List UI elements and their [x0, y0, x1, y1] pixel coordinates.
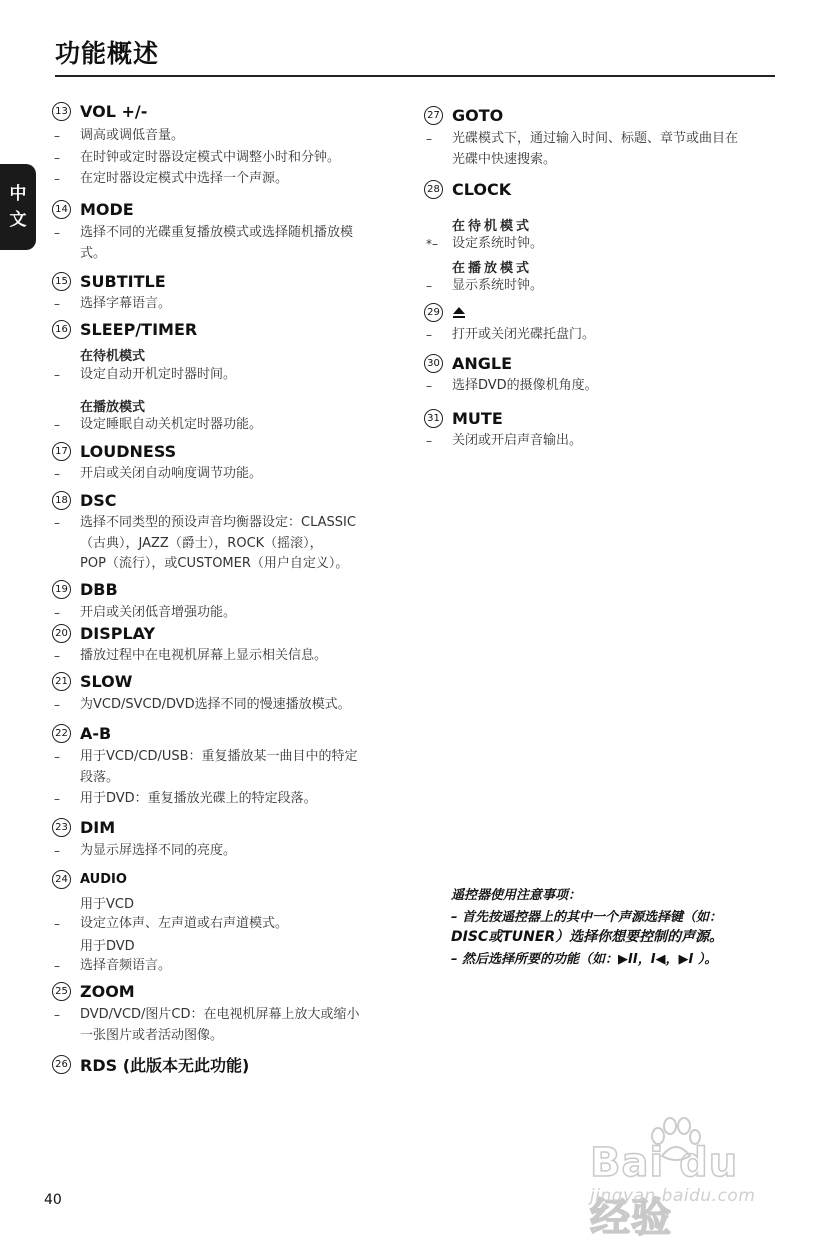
- bullet-text: 开启或关闭低音增强功能。: [80, 605, 237, 620]
- list-item: [424, 276, 772, 297]
- dash-icon: –: [54, 297, 60, 311]
- dash-icon: –: [54, 516, 60, 530]
- bullet-text: DVD/VCD/图片CD：在电视机屏幕上放大或缩小: [80, 1007, 360, 1022]
- section-heading-mode: [52, 200, 134, 219]
- dash-icon: –: [426, 328, 432, 342]
- item-number: 24: [52, 870, 71, 889]
- item-number: 15: [52, 272, 71, 291]
- bullet-text: 选择DVD的摄像机角度。: [452, 378, 598, 393]
- bullet-text: 选择不同的光碟重复播放模式或选择随机播放模: [80, 225, 354, 240]
- section-title: MUTE: [452, 409, 503, 428]
- bullet-text: 开启或关闭自动响度调节功能。: [80, 466, 263, 481]
- list-item: [424, 129, 776, 170]
- bullet-text-cont: 段落。: [80, 769, 120, 785]
- bullet-text: 调高或调低音量。: [80, 128, 185, 143]
- dash-icon: –: [54, 698, 60, 712]
- section-title: MODE: [80, 200, 134, 219]
- section-heading-loudness: [52, 442, 176, 461]
- list-item: [52, 695, 400, 716]
- bullet-text: 设定系统时钟。: [452, 236, 544, 251]
- section-heading-zoom: [52, 982, 135, 1001]
- item-number: 20: [52, 624, 71, 643]
- section-heading-slow: [52, 672, 132, 691]
- eject-icon: [452, 307, 466, 319]
- section-heading-goto: [424, 106, 503, 125]
- mode-label: 在播放模式: [452, 261, 533, 276]
- section-heading-vol: [52, 102, 147, 121]
- item-number: 16: [52, 320, 71, 339]
- list-item: [52, 956, 400, 977]
- list-item: [52, 126, 400, 147]
- item-number: 26: [52, 1055, 71, 1074]
- bullet-text: 光碟模式下，通过输入时间、标题、章节或曲目在: [452, 131, 739, 146]
- bullet-text: 设定自动开机定时器时间。: [80, 367, 237, 382]
- item-number: 21: [52, 672, 71, 691]
- bullet-text-cont: 式。: [80, 245, 107, 261]
- item-number: 29: [424, 303, 443, 322]
- page-title: 功能概述: [55, 39, 160, 68]
- dash-icon: –: [54, 129, 60, 143]
- item-number: 27: [424, 106, 443, 125]
- language-tab-char-2: 文: [9, 210, 27, 230]
- section-heading-eject: [424, 303, 466, 322]
- dash-icon: –: [54, 917, 60, 931]
- section-heading-subtitle: [52, 272, 166, 291]
- dash-icon: –: [54, 606, 60, 620]
- bullet-text: 显示系统时钟。: [452, 278, 544, 293]
- section-title: A-B: [80, 724, 112, 743]
- list-item: [52, 513, 404, 575]
- mode-label: 用于DVD: [80, 939, 135, 954]
- section-title: SLEEP/TIMER: [80, 320, 198, 339]
- mode-label: 在播放模式: [80, 400, 146, 415]
- section-title: DBB: [80, 580, 118, 599]
- dash-icon: –: [54, 792, 60, 806]
- list-item: [52, 914, 400, 935]
- section-heading-rds: [52, 1053, 249, 1076]
- list-item: [52, 223, 400, 264]
- remote-note-2: – 然后选择所要的功能（如：▶II，I◀，▶I ）。: [451, 952, 718, 967]
- item-number: 25: [52, 982, 71, 1001]
- section-heading-display: [52, 624, 155, 643]
- item-number: 31: [424, 409, 443, 428]
- list-item: [52, 148, 400, 169]
- item-number: 30: [424, 354, 443, 373]
- list-item: [424, 234, 772, 255]
- list-item: [52, 415, 400, 436]
- item-number: 17: [52, 442, 71, 461]
- section-title: GOTO: [452, 106, 504, 125]
- item-number: 28: [424, 180, 443, 199]
- dash-icon: –: [54, 467, 60, 481]
- bullet-text: 设定睡眠自动关机定时器功能。: [80, 417, 263, 432]
- list-item: [424, 325, 772, 346]
- section-heading-dbb: [52, 580, 118, 599]
- remote-note-1: – 首先按遥控器上的其中一个声源选择键（如：: [451, 910, 723, 925]
- list-item: [52, 841, 400, 862]
- watermark-url: jingyan.baidu.com: [590, 1186, 756, 1206]
- bullet-text-cont: （古典），JAZZ（爵士），ROCK（摇滚），: [80, 535, 323, 551]
- bullet-text: 为VCD/SVCD/DVD选择不同的慢速播放模式。: [80, 697, 351, 712]
- bullet-text: 用于VCD/CD/USB：重复播放某一曲目中的特定: [80, 749, 358, 764]
- bullet-text-cont: 一张图片或者活动图像。: [80, 1027, 224, 1043]
- item-number: 13: [52, 102, 71, 121]
- baidu-jingyan-watermark: [590, 1110, 790, 1241]
- list-item: [424, 376, 772, 397]
- language-tab-char-1: 中: [9, 184, 27, 204]
- section-title: ANGLE: [452, 354, 513, 373]
- section-title: DISPLAY: [80, 624, 156, 643]
- dash-icon: –: [54, 750, 60, 764]
- page-number: 40: [44, 1192, 62, 1208]
- bullet-text: 用于DVD：重复播放光碟上的特定段落。: [80, 791, 317, 806]
- list-item: [52, 603, 400, 624]
- section-heading-mute: [424, 409, 503, 428]
- bullet-text: 打开或关闭光碟托盘门。: [452, 327, 596, 342]
- list-item: [52, 646, 400, 667]
- bullet-text: 选择音频语言。: [80, 958, 172, 973]
- dash-icon: –: [54, 649, 60, 663]
- section-heading-dsc: [52, 491, 117, 510]
- section-title: CLOCK: [452, 180, 512, 199]
- list-item: [52, 1005, 404, 1046]
- section-heading-angle: [424, 354, 512, 373]
- section-heading-dim: [52, 818, 115, 837]
- dash-icon: –: [54, 151, 60, 165]
- section-title: SLOW: [80, 672, 133, 691]
- bullet-text: 选择字幕语言。: [80, 296, 172, 311]
- section-heading-ab: [52, 724, 111, 743]
- dash-icon: –: [426, 279, 432, 293]
- list-item: [52, 747, 400, 788]
- list-item: [52, 294, 400, 315]
- bullet-text: 在时钟或定时器设定模式中调整小时和分钟。: [80, 150, 341, 165]
- star-dash-icon: *–: [426, 237, 438, 251]
- section-title: DIM: [80, 818, 116, 837]
- title-rule: [55, 75, 775, 77]
- list-item: [52, 789, 400, 810]
- bullet-text-cont: 光碟中快速搜索。: [452, 151, 557, 167]
- remote-note-1-cont: DISC或TUNER）选择你想要控制的声源。: [451, 929, 724, 945]
- item-number: 14: [52, 200, 71, 219]
- bullet-text: 在定时器设定模式中选择一个声源。: [80, 171, 289, 186]
- list-item: [52, 169, 400, 190]
- list-item: [52, 464, 400, 485]
- mode-label: 在待机模式: [80, 349, 146, 364]
- dash-icon: –: [54, 226, 60, 240]
- list-item: [424, 431, 772, 452]
- section-title: SUBTITLE: [80, 272, 166, 291]
- item-number: 23: [52, 818, 71, 837]
- list-item: [52, 365, 400, 386]
- dash-icon: –: [426, 132, 432, 146]
- section-title: LOUDNESS: [80, 442, 177, 461]
- bullet-text-cont: POP（流行），或CUSTOMER（用户自定义）。: [80, 556, 349, 571]
- section-title: DSC: [80, 491, 117, 510]
- section-heading-audio: [52, 870, 127, 889]
- dash-icon: –: [54, 418, 60, 432]
- language-tab: [0, 164, 36, 250]
- dash-icon: –: [54, 1008, 60, 1022]
- watermark-logo: Bai du 经验: [590, 1140, 739, 1241]
- item-number: 22: [52, 724, 71, 743]
- remote-notes-heading: 遥控器使用注意事项：: [451, 888, 582, 903]
- mode-label: 用于VCD: [80, 897, 134, 912]
- section-title: AUDIO: [80, 872, 127, 887]
- section-title: ZOOM: [80, 982, 135, 1001]
- dash-icon: –: [54, 959, 60, 973]
- mode-label: 在待机模式: [452, 219, 533, 234]
- section-heading-clock: [424, 180, 511, 199]
- section-title: RDS (此版本无此功能): [80, 1056, 250, 1075]
- section-title: VOL +/-: [80, 102, 148, 121]
- section-heading-sleep-timer: [52, 320, 197, 339]
- bullet-text: 为显示屏选择不同的亮度。: [80, 843, 237, 858]
- item-number: 18: [52, 491, 71, 510]
- bullet-text: 关闭或开启声音输出。: [452, 433, 583, 448]
- item-number: 19: [52, 580, 71, 599]
- dash-icon: –: [54, 172, 60, 186]
- dash-icon: –: [426, 379, 432, 393]
- dash-icon: –: [54, 368, 60, 382]
- bullet-text: 播放过程中在电视机屏幕上显示相关信息。: [80, 648, 328, 663]
- dash-icon: –: [426, 434, 432, 448]
- bullet-text: 选择不同类型的预设声音均衡器设定：CLASSIC: [80, 515, 356, 530]
- bullet-text: 设定立体声、左声道或右声道模式。: [80, 916, 289, 931]
- dash-icon: –: [54, 844, 60, 858]
